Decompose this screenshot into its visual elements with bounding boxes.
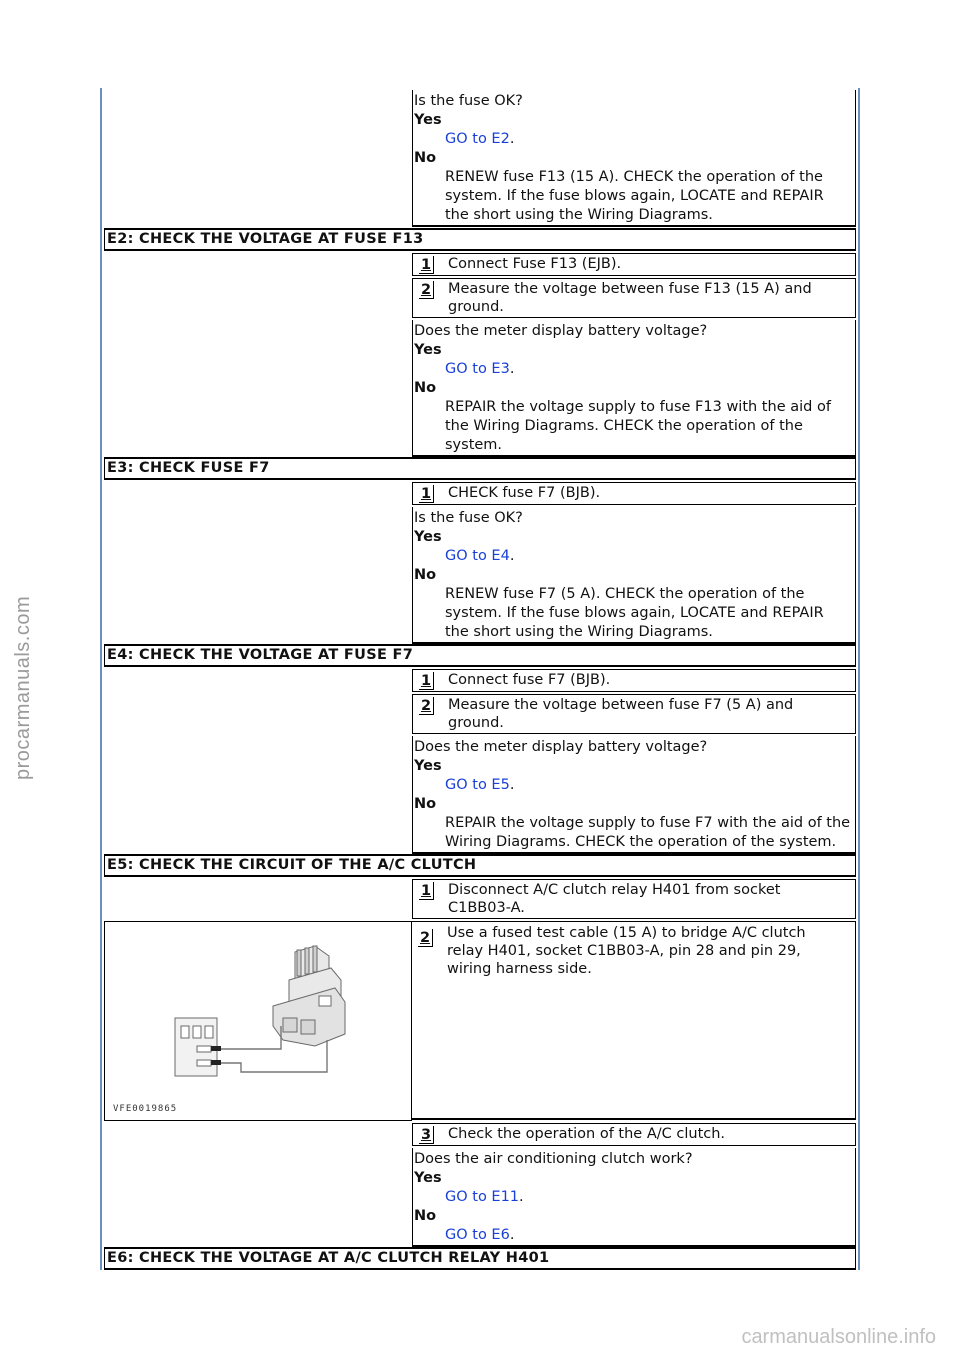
step-text: Use a fused test cable (15 A) to bridge A/C clutch relay H401, socket C1BB03-A, pin 28 and pin 29, wiring harness side. xyxy=(447,925,806,977)
step-1 xyxy=(412,879,856,919)
e2-body xyxy=(104,251,856,457)
e5-step2-row xyxy=(104,921,856,1121)
fuse-f13-result-row xyxy=(104,90,856,227)
section-header-e5: E5: CHECK THE CIRCUIT OF THE A/C CLUTCH xyxy=(104,854,856,877)
step-1 xyxy=(412,669,856,692)
step-number: 1 xyxy=(419,485,434,503)
question-block xyxy=(412,320,856,457)
diagnostic-table xyxy=(104,90,856,1270)
no-answer: REPAIR the voltage supply to fuse F7 with the aid of the Wiring Diagrams. CHECK the operation of the system. xyxy=(445,815,851,850)
step-text: Disconnect A/C clutch relay H401 from socket C1BB03-A. xyxy=(448,882,781,916)
step-3 xyxy=(412,1123,856,1146)
right-margin-line xyxy=(858,88,860,1270)
no-label: No xyxy=(414,380,437,396)
step-number: 2 xyxy=(419,697,434,715)
step-text: Measure the voltage between fuse F7 (5 A) and ground. xyxy=(448,697,794,731)
no-answer: GO to E6. xyxy=(445,1227,515,1243)
yes-answer: GO to E3. xyxy=(445,361,515,377)
step-2 xyxy=(412,921,856,1120)
step-text: Connect fuse F7 (BJB). xyxy=(448,672,611,688)
step-text: Connect Fuse F13 (EJB). xyxy=(448,256,622,272)
question-text: Does the meter display battery voltage? xyxy=(414,323,708,339)
yes-label: Yes xyxy=(414,112,442,128)
go-to-e11-link[interactable]: GO to E11 xyxy=(445,1189,520,1205)
yes-label: Yes xyxy=(414,758,442,774)
no-label: No xyxy=(414,1208,437,1224)
question-block xyxy=(412,507,856,644)
step-1 xyxy=(412,253,856,276)
question-text: Is the fuse OK? xyxy=(414,93,523,109)
go-to-e4-link[interactable]: GO to E4 xyxy=(445,548,510,564)
go-to-e6-link[interactable]: GO to E6 xyxy=(445,1227,510,1243)
section-header-e4: E4: CHECK THE VOLTAGE AT FUSE F7 xyxy=(104,644,856,667)
step-2 xyxy=(412,278,856,318)
yes-answer: GO to E2. xyxy=(445,131,515,147)
step-number: 1 xyxy=(419,672,434,690)
yes-label: Yes xyxy=(414,1170,442,1186)
step-number: 1 xyxy=(419,882,434,900)
left-margin-line xyxy=(100,88,102,1270)
side-watermark: procarmanuals.com xyxy=(12,595,34,780)
question-text: Is the fuse OK? xyxy=(414,510,523,526)
question-text: Does the meter display battery voltage? xyxy=(414,739,708,755)
step-2 xyxy=(412,694,856,734)
step-number: 2 xyxy=(419,281,434,299)
question-block xyxy=(412,90,856,227)
question-text: Does the air conditioning clutch work? xyxy=(414,1151,693,1167)
yes-answer: GO to E5. xyxy=(445,777,515,793)
e5-step3-row xyxy=(104,1121,856,1247)
section-header-e6: E6: CHECK THE VOLTAGE AT A/C CLUTCH RELAY H401 xyxy=(104,1247,856,1270)
yes-label: Yes xyxy=(414,342,442,358)
go-to-e5-link[interactable]: GO to E5 xyxy=(445,777,510,793)
relay-bridge-diagram xyxy=(105,922,411,1120)
e4-body xyxy=(104,667,856,854)
section-header-e3: E3: CHECK FUSE F7 xyxy=(104,457,856,480)
relay-socket-figure xyxy=(104,921,412,1121)
go-to-e2-link[interactable]: GO to E2 xyxy=(445,131,510,147)
no-label: No xyxy=(414,567,437,583)
bottom-watermark: carmanualsonline.info xyxy=(741,1326,936,1348)
go-to-e3-link[interactable]: GO to E3 xyxy=(445,361,510,377)
yes-answer: GO to E11. xyxy=(445,1189,524,1205)
no-answer: RENEW fuse F13 (15 A). CHECK the operation of the system. If the fuse blows again, LOCATE and REPAIR the short using the Wiring Diagrams. xyxy=(445,169,824,223)
step-number: 3 xyxy=(419,1126,434,1144)
step-number: 1 xyxy=(419,256,434,274)
e3-body xyxy=(104,480,856,644)
yes-label: Yes xyxy=(414,529,442,545)
step-text: CHECK fuse F7 (BJB). xyxy=(448,485,601,501)
no-label: No xyxy=(414,796,437,812)
step-text: Measure the voltage between fuse F13 (15 A) and ground. xyxy=(448,281,812,315)
yes-answer: GO to E4. xyxy=(445,548,515,564)
step-1 xyxy=(412,482,856,505)
step-text: Check the operation of the A/C clutch. xyxy=(448,1126,726,1142)
no-answer: RENEW fuse F7 (5 A). CHECK the operation of the system. If the fuse blows again, LOCATE and REPAIR the short using the Wiring Diagrams. xyxy=(445,586,824,640)
figure-reference-label: VFE0019865 xyxy=(113,1104,178,1114)
question-block xyxy=(412,1148,856,1247)
e5-step1-row xyxy=(104,877,856,919)
section-header-e2: E2: CHECK THE VOLTAGE AT FUSE F13 xyxy=(104,228,856,251)
question-block xyxy=(412,736,856,854)
no-label: No xyxy=(414,150,437,166)
no-answer: REPAIR the voltage supply to fuse F13 with the aid of the Wiring Diagrams. CHECK the operation of the system. xyxy=(445,399,831,453)
step-number: 2 xyxy=(418,929,433,947)
